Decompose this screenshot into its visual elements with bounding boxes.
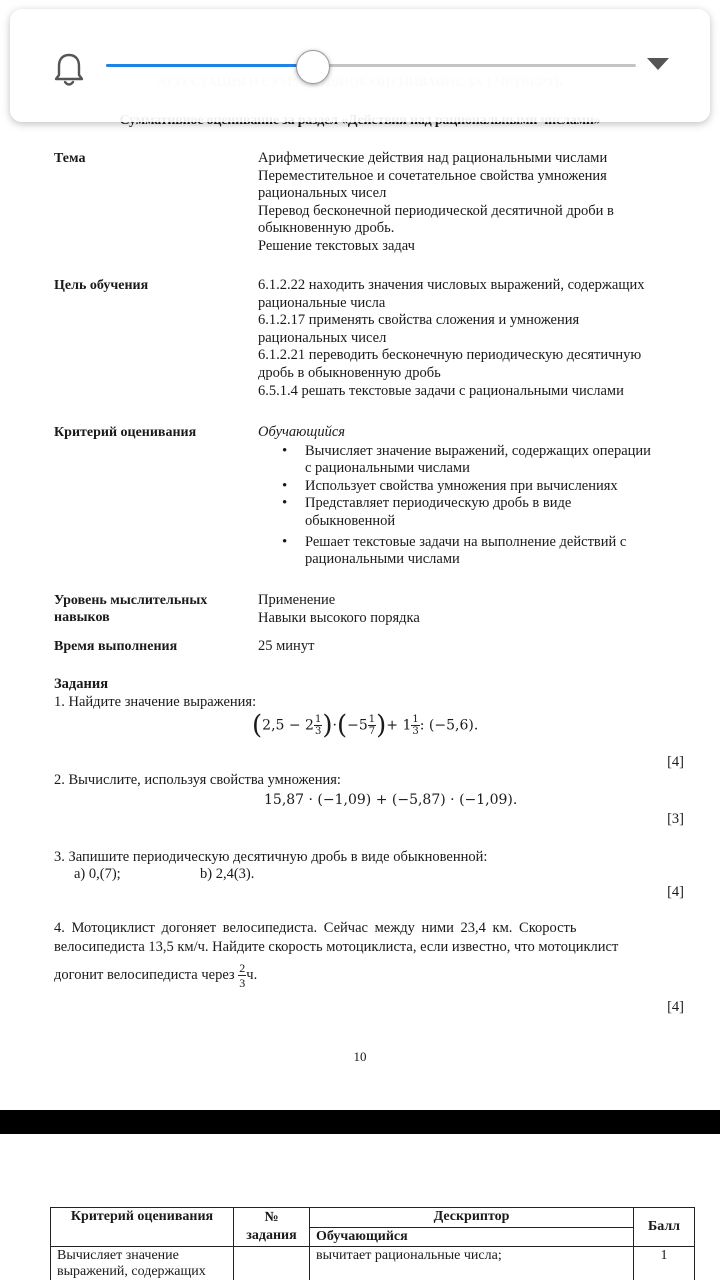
task-4-unit: ч. (246, 966, 258, 983)
tasks-heading: Задания (54, 676, 109, 692)
learning-goal-label: Цель обучения (54, 278, 149, 293)
fraction-denominator: 3 (239, 976, 246, 990)
goal-line: 6.1.2.21 переводить бесконечную периодическую десятичную (258, 347, 642, 364)
fraction-numerator: 1 (412, 714, 419, 725)
task-number-cell (234, 1247, 310, 1280)
thinking-level-value (258, 592, 698, 627)
goal-line: 6.1.2.22 находить значения числовых выражений, содержащих (258, 277, 645, 293)
paren: ) (322, 710, 333, 741)
duration-value: 25 минут (258, 638, 315, 654)
criteria-intro: Обучающийся (258, 424, 346, 440)
score-cell: 1 (634, 1247, 695, 1280)
list-item (258, 495, 698, 530)
fraction-numerator: 1 (314, 714, 322, 725)
criteria-line: • Представляет периодическую дробь в виде (305, 495, 572, 512)
criteria-label: Критерий оценивания (54, 425, 197, 440)
fraction-denominator: 7 (368, 726, 376, 737)
criteria-line: • Решает текстовые задачи на выполнение действий с (305, 533, 627, 550)
task-4-text: догонит велосипедиста через (54, 966, 235, 983)
task-2-text: 2. Вычислите, используя свойства умножения: (54, 772, 341, 788)
formula-part: · (332, 717, 337, 734)
paren: ( (336, 710, 348, 741)
task-number-header-line: № (264, 1210, 279, 1225)
descriptor-cell: вычитает рациональные числа; (310, 1247, 634, 1280)
task-1-formula (252, 710, 479, 741)
page-separator (0, 1110, 720, 1134)
task-4-line-2: велосипедиста 13,5 км/ч. Найдите скорость мотоциклиста, если известно, что мотоциклист (54, 939, 619, 955)
student-subheader: Обучающийся (310, 1227, 634, 1247)
thinking-level-line: Применение (258, 592, 336, 608)
task-number-header-line: задания (246, 1228, 297, 1243)
criterion-line: Вычисляет значение (57, 1248, 179, 1263)
task-4-line-1: 4. Мотоциклист догоняет велосипедиста. Сейчас между ними 23,4 км. Скорость (54, 920, 577, 936)
page-number: 10 (353, 1049, 367, 1064)
topic-line: Решение текстовых задач (258, 237, 415, 254)
topic-line: рациональных чисел (258, 185, 387, 202)
criteria-line: • Использует свойства умножения при вычислениях (305, 477, 618, 494)
topic-label: Тема (54, 151, 86, 166)
goal-line: рациональных чисел (258, 329, 387, 346)
fraction-numerator: 2 (239, 961, 246, 975)
table-row (51, 1247, 695, 1280)
fraction (368, 714, 376, 737)
paren: ( (252, 710, 263, 741)
task-1-text: 1. Найдите значение выражения: (54, 693, 257, 710)
thinking-level-label (54, 592, 244, 626)
goal-line: 6.1.2.17 применять свойства сложения и умножения (258, 312, 580, 329)
list-item (258, 534, 698, 569)
task-2-formula: 15,87 · (−1,09) + (−5,87) · (−1,09). (264, 792, 518, 808)
task-3-option-a: a) 0,(7); (74, 866, 121, 882)
duration-label: Время выполнения (54, 639, 178, 654)
topic-value (258, 150, 698, 256)
criterion-header: Критерий оценивания (51, 1208, 234, 1247)
tasks-section (54, 676, 694, 711)
task-4-line-3 (54, 961, 694, 990)
criterion-line: выражений, содержащих (57, 1264, 206, 1279)
document-page-2 (0, 1134, 720, 1280)
list-item (258, 443, 698, 478)
task-3-option-b: b) 2,4(3). (200, 866, 255, 882)
list-item (258, 478, 698, 496)
thinking-level-line: Навыки высокого порядка (258, 609, 420, 626)
goal-line: рациональные числа (258, 294, 386, 311)
topic-line: Перевод бесконечной периодической десятичной дроби в (258, 202, 614, 219)
fraction-denominator: 3 (314, 726, 322, 737)
task-3-score: [4] (667, 884, 684, 900)
descriptor-header: Дескриптор (310, 1208, 634, 1228)
volume-slider-track[interactable] (106, 64, 636, 67)
fraction-numerator: 1 (368, 714, 376, 725)
criteria-list (258, 443, 698, 569)
criteria-line: обыкновенной (305, 512, 396, 529)
thinking-level-label-line: навыков (54, 610, 110, 625)
task-1-score: [4] (667, 754, 684, 770)
criteria-line: рациональными числами (305, 551, 460, 568)
table-row (51, 1208, 695, 1228)
goal-line: дробь в обыкновенную дробь (258, 364, 441, 381)
criterion-cell (51, 1247, 234, 1280)
goal-line: 6.5.1.4 решать текстовые задачи с рациональными числами (258, 382, 624, 399)
formula-part: −5 (347, 717, 368, 734)
chevron-down-icon[interactable] (646, 56, 670, 72)
topic-line: Переместительное и сочетательное свойства умножения (258, 167, 607, 184)
paren: ) (376, 710, 387, 741)
formula-part: : (−5,6). (419, 717, 479, 734)
task-number-header (234, 1208, 310, 1247)
topic-line: Арифметические действия над рациональными числами (258, 150, 608, 166)
task-4-score: [4] (667, 999, 684, 1015)
task-2-score: [3] (667, 811, 684, 827)
volume-slider-thumb[interactable] (296, 50, 330, 84)
learning-goal-value (258, 277, 698, 400)
task-3-text: 3. Запишите периодическую десятичную дробь в виде обыкновенной: (54, 849, 488, 865)
bell-icon[interactable] (54, 51, 84, 89)
rubric-table (50, 1207, 695, 1280)
volume-slider-fill (106, 64, 313, 67)
criteria-line: • Вычисляет значение выражений, содержащих операции (305, 442, 651, 459)
score-header: Балл (634, 1208, 695, 1247)
criteria-value (258, 424, 698, 569)
topic-line: обыкновенную дробь. (258, 220, 395, 237)
thinking-level-label-line: Уровень мыслительных (54, 593, 208, 608)
notification-volume-panel (10, 9, 710, 122)
criteria-line: с рациональными числами (305, 460, 470, 477)
formula-part: + 1 (386, 717, 412, 734)
fraction (411, 714, 419, 737)
formula-part: 2,5 − 2 (262, 717, 314, 734)
fraction-denominator: 3 (412, 726, 419, 737)
